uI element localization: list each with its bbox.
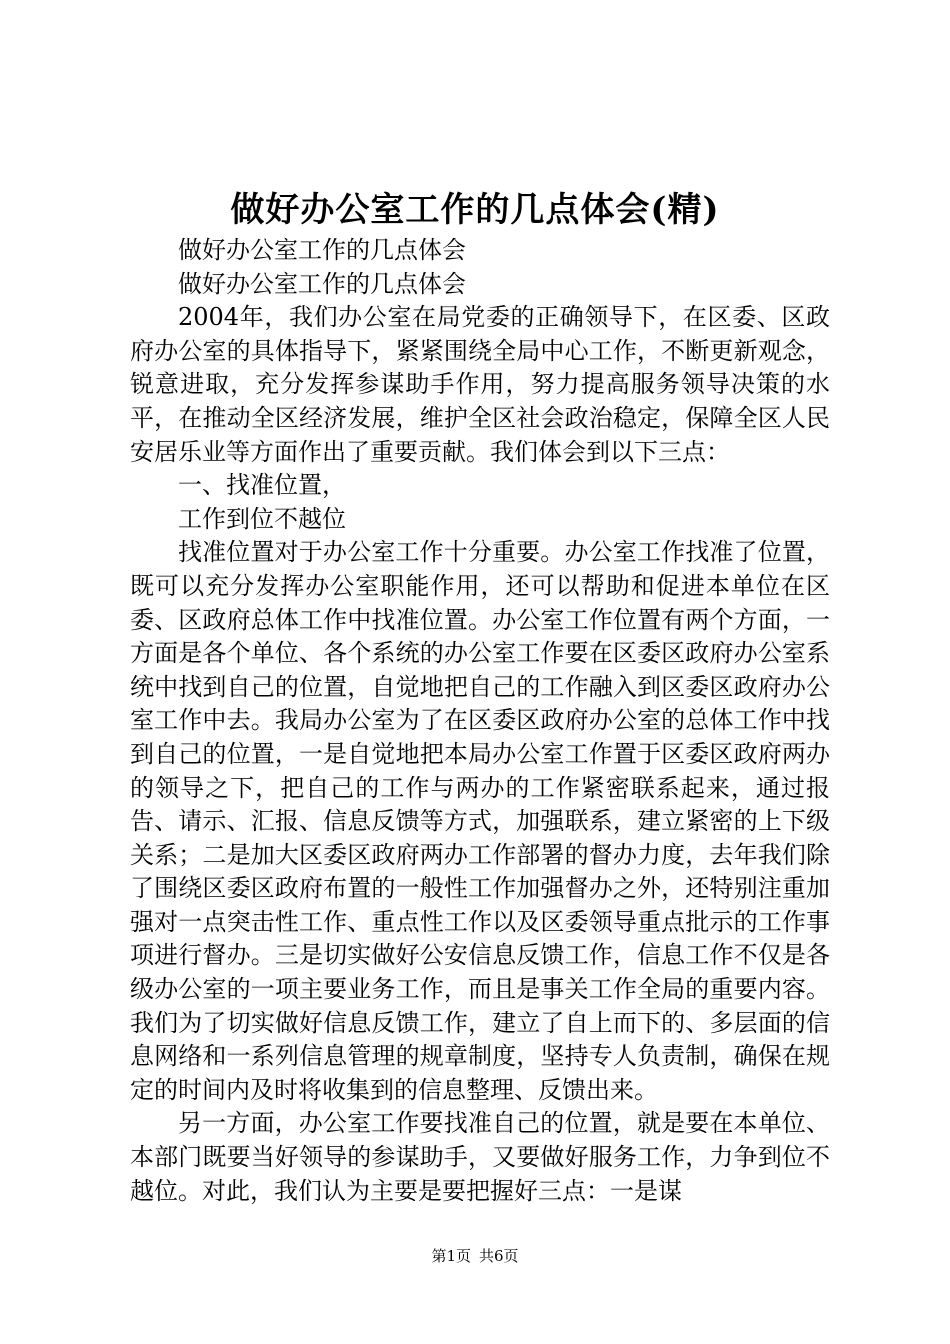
section-heading: 一、找准位置， [178, 471, 346, 500]
section-subheading: 工作到位不越位 [178, 504, 346, 533]
paragraph: 2004年，我们办公室在局党委的正确领导下，在区委、区政府办公室的具体指导下，紧紧围绕全局中心工作，不断更新观念，锐意进取，充分发挥参谋助手作用，努力提高服务领导决策的水平，在推动全区经济发展，维护全区社会政治稳定，保障全区人民安居乐业等方面作出了重要贡献。我们体会到以下三点： [130, 303, 830, 466]
page-total: 共6页 [479, 1247, 519, 1265]
page-number: 第1页 [431, 1247, 471, 1265]
document-body [130, 234, 830, 1208]
paragraph: 另一方面，办公室工作要找准自己的位置，就是要在本单位、本部门既要当好领导的参谋助手，又要做好服务工作，力争到位不越位。对此，我们认为主要是要把握好三点：一是谋 [130, 1109, 830, 1205]
paragraph: 做好办公室工作的几点体会 [178, 236, 466, 264]
paragraph: 找准位置对于办公室工作十分重要。办公室工作找准了位置，既可以充分发挥办公室职能作用，还可以帮助和促进本单位在区委、区政府总体工作中找准位置。办公室工作位置有两个方面，一方面是各个单位、各个系统的办公室工作要在区委区政府办公室系统中找到自己的位置，自觉地把自己的工作融入到区委区政府办公室工作中去。我局办公室为了在区委区政府办公室的总体工作中找到自己的位置，一是自觉地把本局办公室工作置于区委区政府两办的领导之下，把自己的工作与两办的工作紧密联系起来，通过报告、请示、汇报、信息反馈等方式，加强联系，建立紧密的上下级关系；二是加大区委区政府两办工作部署的督办力度，去年我们除了围绕区委区政府布置的一般性工作加强督办之外，还特别注重加强对一点突击性工作、重点性工作以及区委领导重点批示的工作事项进行督办。三是切实做好公安信息反馈工作，信息工作不仅是各级办公室的一项主要业务工作，而且是事关工作全局的重要内容。我们为了切实做好信息反馈工作，建立了自上而下的、多层面的信息网络和一系列信息管理的规章制度，坚持专人负责制，确保在规定的时间内及时将收集到的信息整理、反馈出来。 [130, 538, 830, 1104]
page-footer [0, 1245, 950, 1267]
document-title: 做好办公室工作的几点体会(精) [230, 190, 720, 230]
paragraph: 做好办公室工作的几点体会 [178, 269, 466, 298]
